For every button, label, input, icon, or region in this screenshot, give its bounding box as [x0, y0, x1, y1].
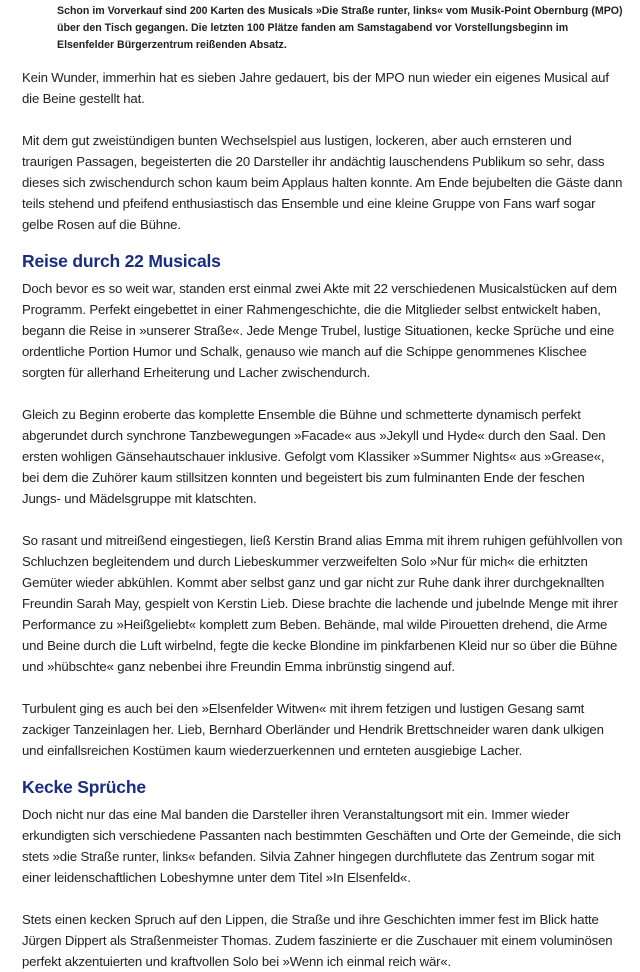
article — [0, 3, 640, 969]
section-heading-kecke: Kecke Sprüche — [22, 777, 146, 797]
section1-paragraph-1: Doch bevor es so weit war, standen erst einmal zwei Akte mit 22 verschiedenen Musicalstücken auf dem Programm. Perfekt eingebettet in einer Rahmengeschichte, die die Mitglieder selbst entwickelt haben, begann die Reise in »unserer Straße«. Jede Menge Trubel, lustige Situationen, kecke Sprüche und eine ordentliche Portion Humor und Schalk, genauso wie manch auf die Schippe genommenes Klischee sorgten für allerhand Erheiterung und Lacher zwischendurch. — [22, 281, 617, 380]
intro-paragraph-2: Mit dem gut zweistündigen bunten Wechselspiel aus lustigen, lockeren, aber auch ernsteren und traurigen Passagen, begeisterten die 20 Darsteller ihr andächtig lauschendens Publikum so sehr, dass dieses sich zwischendurch schon kaum beim Applaus halten konnte. Am Ende bejubelten die Gäste dann teils stehend und pfeifend enthusiastisch das Ensemble und eine kleine Gruppe von Fans warf sogar gelbe Rosen auf die Bühne. — [22, 133, 623, 232]
section-heading-reise: Reise durch 22 Musicals — [22, 251, 221, 271]
section1-paragraph-2: Gleich zu Beginn eroberte das komplette Ensemble die Bühne und schmetterte dynamisch perfekt abgerundet durch synchrone Tanzbewegungen »Facade« aus »Jekyll und Hyde« durch den Saal. Den ersten wohligen Gänsehautschauer inklusive. Gefolgt vom Klassiker »Summer Nights« aus »Grease«, bei dem die Zuhörer kaum stillsitzen konnten und begeistert bis zum fulminanten Ende der feschen Jungs- und Mädelsgruppe mit klatschten. — [22, 407, 606, 506]
image-caption: Schon im Vorverkauf sind 200 Karten des Musicals »Die Straße runter, links« vom Musik-Point Obernburg (MPO) über den Tisch gegangen. Die letzten 100 Plätze fanden am Samstagabend vor Vorstellungsbeginn im Elsenfelder Bürgerzentrum reißenden Absatz. — [57, 5, 623, 51]
section1-paragraph-3: So rasant und mitreißend eingestiegen, ließ Kerstin Brand alias Emma mit ihrem ruhigen gefühlvollen von Schluchzen begleitendem und durch Liebeskummer verzweifelten Solo »Nur für mich« die erhitzten Gemüter wieder abkühlen. Kommt aber selbst ganz und gar nicht zur Ruhe dank ihrer durchgeknallten Freundin Sarah May, gespielt von Kerstin Lieb. Diese brachte die lachende und jubelnde Menge mit ihrer Performance zu »Heißgeliebt« komplett zum Beben. Behände, mal wilde Pirouetten drehend, die Arme und Beine durch die Luft wirbelnd, fegte die kecke Blondine im pinkfarbenen Kleid nur so über die Bühne und »hübschte« ganz nebenbei ihre Freundin Emma inbrünstig singend auf. — [22, 533, 623, 674]
section2-paragraph-2: Stets einen kecken Spruch auf den Lippen, die Straße und ihre Geschichten immer fest im Blick hatte Jürgen Dippert als Straßenmeister Thomas. Zudem faszinierte er die Zuschauer mit einem voluminösen perfekt akzentuierten und kraftvollen Solo bei »Wenn ich einmal reich wär«. — [22, 912, 613, 969]
intro-paragraph-1: Kein Wunder, immerhin hat es sieben Jahre gedauert, bis der MPO nun wieder ein eigenes Musical auf die Beine gestellt hat. — [22, 70, 609, 106]
section1-paragraph-4: Turbulent ging es auch bei den »Elsenfelder Witwen« mit ihrem fetzigen und lustigen Gesang samt zackiger Tanzeinlagen her. Lieb, Bernhard Oberländer und Hendrik Brettschneider waren dank ulkigen und einfallsreichen Kostümen kaum wiederzuerkennen und ernteten ausgiebige Lacher. — [22, 701, 604, 758]
section2-paragraph-1: Doch nicht nur das eine Mal banden die Darsteller ihren Veranstaltungsort mit ein. Immer wieder erkundigten sich verschiedene Passanten nach bestimmten Geschäften und Orte der Gemeinde, die sich stets »die Straße runter, links« befanden. Silvia Zahner hingegen durchflutete das Zentrum sogar mit einer leidenschaftlichen Lobeshymne unter dem Titel »In Elsenfeld«. — [22, 807, 621, 885]
